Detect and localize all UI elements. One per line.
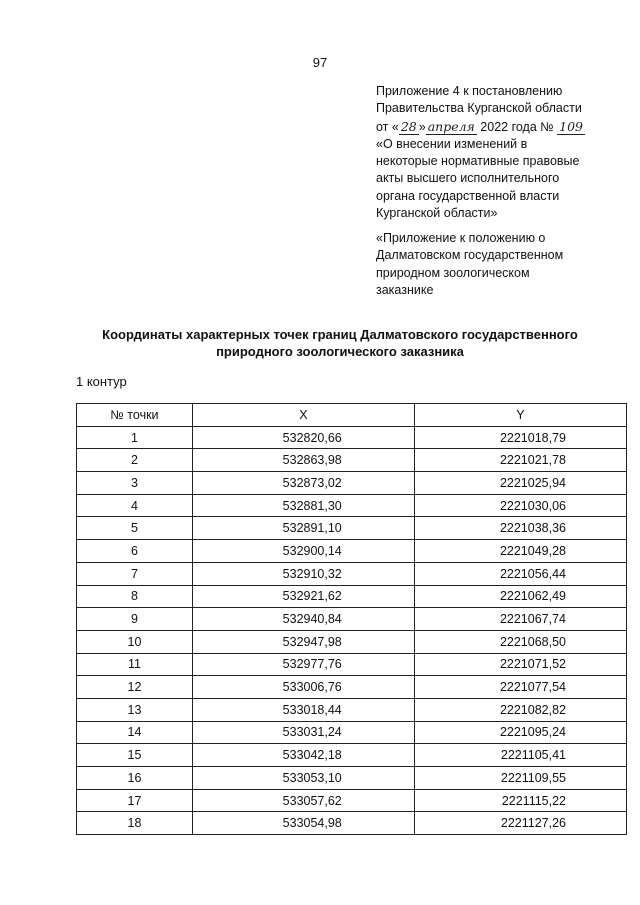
table-row xyxy=(77,721,627,744)
cell-x: 532891,10 xyxy=(192,517,414,540)
appendix-line: органа государственной власти xyxy=(376,188,560,203)
table-row xyxy=(77,653,627,676)
cell-point-number: 17 xyxy=(77,789,193,812)
cell-y: 2221062,49 xyxy=(414,585,626,608)
header-y: Y xyxy=(414,404,626,427)
cell-y: 2221077,54 xyxy=(414,676,626,699)
appendix2-line: природном зоологическом xyxy=(376,265,530,280)
cell-point-number: 6 xyxy=(77,540,193,563)
handwritten-number: 109 xyxy=(559,118,584,134)
cell-y: 2221067,74 xyxy=(414,608,626,631)
cell-point-number: 15 xyxy=(77,744,193,767)
cell-y: 2221049,28 xyxy=(414,540,626,563)
cell-x: 533054,98 xyxy=(192,812,414,835)
appendix-subheader xyxy=(376,230,626,299)
table-row xyxy=(77,608,627,631)
table-row xyxy=(77,744,627,767)
cell-x: 532863,98 xyxy=(192,449,414,472)
cell-y: 2221025,94 xyxy=(414,472,626,495)
date-prefix: от « xyxy=(376,119,399,134)
cell-x: 532910,32 xyxy=(192,562,414,585)
table-row xyxy=(77,562,627,585)
document-title xyxy=(40,326,640,360)
date-year: 2022 года № xyxy=(476,119,558,134)
cell-y: 2221105,41 xyxy=(414,744,626,767)
appendix2-line: заказнике xyxy=(376,282,434,297)
cell-y: 2221109,55 xyxy=(414,767,626,790)
cell-y: 2221071,52 xyxy=(414,653,626,676)
cell-x: 532820,66 xyxy=(192,426,414,449)
appendix-line: некоторые нормативные правовые xyxy=(376,154,580,169)
cell-point-number: 2 xyxy=(77,449,193,472)
cell-x: 532921,62 xyxy=(192,585,414,608)
cell-x: 533018,44 xyxy=(192,698,414,721)
cell-y: 2221115,22 xyxy=(414,789,626,812)
handwritten-month: апреля xyxy=(427,118,475,134)
header-x: X xyxy=(192,404,414,427)
title-line: природного зоологического заказника xyxy=(216,344,464,359)
cell-point-number: 4 xyxy=(77,494,193,517)
table-row xyxy=(77,494,627,517)
handwritten-day: 28 xyxy=(400,118,417,134)
cell-point-number: 3 xyxy=(77,472,193,495)
cell-y: 2221030,06 xyxy=(414,494,626,517)
cell-y: 2221068,50 xyxy=(414,630,626,653)
cell-point-number: 7 xyxy=(77,562,193,585)
table-row xyxy=(77,449,627,472)
table-row xyxy=(77,812,627,835)
appendix-line: Приложение 4 к постановлению xyxy=(376,84,563,98)
table-header-row xyxy=(77,404,627,427)
cell-x: 533057,62 xyxy=(192,789,414,812)
cell-y: 2221018,79 xyxy=(414,426,626,449)
cell-y: 2221095,24 xyxy=(414,721,626,744)
cell-x: 532940,84 xyxy=(192,608,414,631)
cell-point-number: 9 xyxy=(77,608,193,631)
table-row xyxy=(77,630,627,653)
table-row xyxy=(77,767,627,790)
cell-x: 533006,76 xyxy=(192,676,414,699)
cell-point-number: 1 xyxy=(77,426,193,449)
table-row xyxy=(77,585,627,608)
cell-x: 532947,98 xyxy=(192,630,414,653)
cell-y: 2221056,44 xyxy=(414,562,626,585)
appendix-line: акты высшего исполнительного xyxy=(376,171,560,186)
cell-point-number: 11 xyxy=(77,653,193,676)
cell-point-number: 16 xyxy=(77,767,193,790)
cell-x: 533031,24 xyxy=(192,721,414,744)
cell-y: 2221021,78 xyxy=(414,449,626,472)
appendix-line: Курганской области» xyxy=(376,206,498,221)
coordinates-table xyxy=(76,403,627,835)
appendix-header xyxy=(376,83,626,222)
cell-point-number: 10 xyxy=(77,630,193,653)
table-row xyxy=(77,789,627,812)
cell-x: 533042,18 xyxy=(192,744,414,767)
table-row xyxy=(77,472,627,495)
cell-x: 532900,14 xyxy=(192,540,414,563)
date-mid: » xyxy=(418,119,426,134)
page-number: 97 xyxy=(312,55,328,70)
header-point-number: № точки xyxy=(77,404,193,427)
appendix-line: Правительства Курганской области xyxy=(376,101,582,116)
table-row xyxy=(77,426,627,449)
appendix-date-line xyxy=(376,118,626,136)
cell-point-number: 14 xyxy=(77,721,193,744)
table-row xyxy=(77,698,627,721)
cell-point-number: 18 xyxy=(77,812,193,835)
cell-x: 532873,02 xyxy=(192,472,414,495)
table-row xyxy=(77,676,627,699)
cell-y: 2221082,82 xyxy=(414,698,626,721)
table-row xyxy=(77,517,627,540)
cell-y: 2221038,36 xyxy=(414,517,626,540)
cell-point-number: 8 xyxy=(77,585,193,608)
cell-point-number: 12 xyxy=(77,676,193,699)
cell-y: 2221127,26 xyxy=(414,812,626,835)
appendix2-line: «Приложение к положению о xyxy=(376,231,546,245)
table-row xyxy=(77,540,627,563)
cell-point-number: 5 xyxy=(77,517,193,540)
title-line: Координаты характерных точек границ Далматовского государственного xyxy=(102,327,578,342)
cell-x: 532881,30 xyxy=(192,494,414,517)
appendix2-line: Далматовском государственном xyxy=(376,248,564,263)
cell-x: 532977,76 xyxy=(192,653,414,676)
cell-x: 533053,10 xyxy=(192,767,414,790)
cell-point-number: 13 xyxy=(77,698,193,721)
contour-label: 1 контур xyxy=(76,374,127,389)
appendix-line: «О внесении изменений в xyxy=(376,136,528,151)
